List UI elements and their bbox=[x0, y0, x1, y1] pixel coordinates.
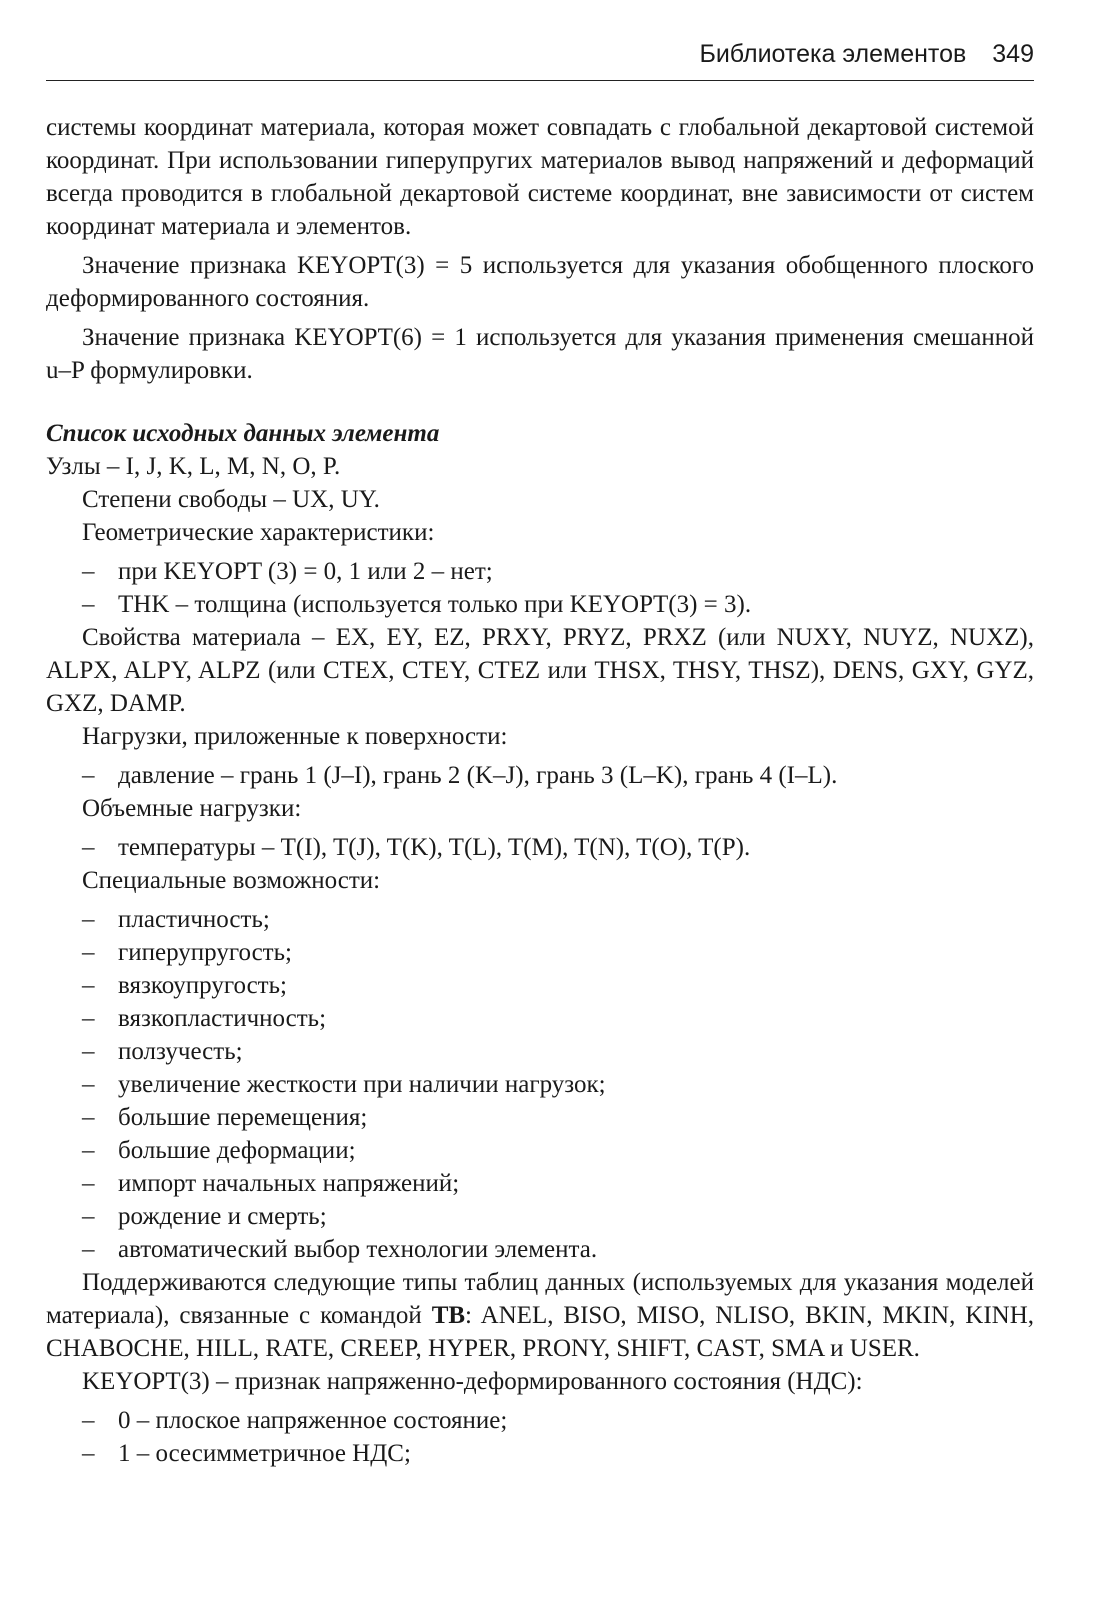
section-title: Список исходных данных элемента bbox=[46, 420, 440, 447]
material-properties: Свойства материала – EX, EY, EZ, PRXY, PRYZ, PRXZ (или NUXY, NUYZ, NUXZ), ALPX, ALPY, ALPZ (или CTEX, CTEY, CTEZ или THSX, THSY, THSZ), DENS, GXY, GYZ, GXZ, DAMP. bbox=[46, 624, 1034, 717]
dash-marker: – bbox=[82, 1071, 95, 1098]
list-item-text: гиперупругость; bbox=[118, 939, 292, 966]
keyopt3-heading: KEYOPT(3) – признак напряженно-деформированного состояния (НДС): bbox=[82, 1368, 863, 1395]
keyopt3-list bbox=[46, 1404, 1034, 1470]
list-item bbox=[46, 969, 1034, 1002]
list-item bbox=[46, 1035, 1034, 1068]
list-item bbox=[46, 1437, 1034, 1470]
paragraph-keyopt3: Значение признака KEYOPT(3) = 5 используется для указания обобщенного плоского деформированного состояния. bbox=[46, 252, 1034, 312]
list-item bbox=[46, 1167, 1034, 1200]
dash-marker: – bbox=[82, 834, 95, 861]
list-item-text: увеличение жесткости при наличии нагрузок; bbox=[118, 1071, 606, 1098]
list-item bbox=[46, 1200, 1034, 1233]
dash-marker: – bbox=[82, 1203, 95, 1230]
dash-marker: – bbox=[82, 1236, 95, 1263]
tb-text-before: Поддерживаются следующие типы таблиц данных (используемых для указания моделей материала), связанные с командой bbox=[46, 1269, 1034, 1329]
tb-paragraph bbox=[46, 1266, 1034, 1365]
book-page bbox=[46, 40, 1034, 1470]
dash-marker: – bbox=[82, 1137, 95, 1164]
body-loads-heading: Объемные нагрузки: bbox=[82, 795, 302, 822]
list-item-text: температуры – T(I), T(J), T(K), T(L), T(M), T(N), T(O), T(P). bbox=[118, 834, 751, 861]
dash-marker: – bbox=[82, 906, 95, 933]
surface-loads-heading: Нагрузки, приложенные к поверхности: bbox=[82, 723, 508, 750]
page-body bbox=[46, 111, 1034, 1470]
page-number: 349 bbox=[992, 40, 1034, 68]
list-item-text: при KEYOPT (3) = 0, 1 или 2 – нет; bbox=[118, 558, 493, 585]
dash-marker: – bbox=[82, 1104, 95, 1131]
list-item-text: давление – грань 1 (J–I), грань 2 (K–J), грань 3 (L–K), грань 4 (I–L). bbox=[118, 762, 838, 789]
dof-line: Степени свободы – UX, UY. bbox=[82, 486, 380, 513]
running-header-title: Библиотека элементов bbox=[699, 40, 967, 68]
list-item-text: THK – толщина (используется только при KEYOPT(3) = 3). bbox=[118, 591, 752, 618]
list-item-text: ползучесть; bbox=[118, 1038, 243, 1065]
list-item-text: рождение и смерть; bbox=[118, 1203, 327, 1230]
list-item-text: импорт начальных напряжений; bbox=[118, 1170, 460, 1197]
dash-marker: – bbox=[82, 1170, 95, 1197]
list-item bbox=[46, 936, 1034, 969]
list-item bbox=[46, 588, 1034, 621]
dash-marker: – bbox=[82, 939, 95, 966]
surface-loads-list bbox=[46, 759, 1034, 792]
list-item-text: 1 – осесимметричное НДС; bbox=[118, 1440, 411, 1467]
nodes-line: Узлы – I, J, K, L, M, N, O, P. bbox=[46, 453, 341, 480]
list-item bbox=[46, 903, 1034, 936]
dash-marker: – bbox=[82, 1407, 95, 1434]
list-item bbox=[46, 1101, 1034, 1134]
list-item-text: вязкопластичность; bbox=[118, 1005, 327, 1032]
special-features-list bbox=[46, 903, 1034, 1266]
list-item-text: большие деформации; bbox=[118, 1137, 356, 1164]
paragraph-keyopt6: Значение признака KEYOPT(6) = 1 используется для указания применения смешанной u–P формулировки. bbox=[46, 324, 1034, 384]
geometry-list bbox=[46, 555, 1034, 621]
list-item bbox=[46, 1134, 1034, 1167]
dash-marker: – bbox=[82, 762, 95, 789]
list-item-text: большие перемещения; bbox=[118, 1104, 368, 1131]
list-item-text: вязкоупругость; bbox=[118, 972, 287, 999]
dash-marker: – bbox=[82, 591, 95, 618]
tb-command: TB bbox=[431, 1302, 466, 1329]
list-item bbox=[46, 759, 1034, 792]
dash-marker: – bbox=[82, 1005, 95, 1032]
dash-marker: – bbox=[82, 972, 95, 999]
special-features-heading: Специальные возможности: bbox=[82, 867, 381, 894]
tb-text-after: : ANEL, BISO, MISO, NLISO, BKIN, MKIN, KINH, CHABOCHE, HILL, RATE, CREEP, HYPER, PRONY, SHIFT, CAST, SMA и USER. bbox=[46, 1302, 1035, 1362]
dash-marker: – bbox=[82, 558, 95, 585]
dash-marker: – bbox=[82, 1440, 95, 1467]
list-item bbox=[46, 555, 1034, 588]
list-item bbox=[46, 1002, 1034, 1035]
geometry-heading: Геометрические характеристики: bbox=[82, 519, 435, 546]
list-item bbox=[46, 1404, 1034, 1437]
list-item bbox=[46, 1068, 1034, 1101]
list-item bbox=[46, 1233, 1034, 1266]
list-item-text: пластичность; bbox=[118, 906, 270, 933]
running-header bbox=[46, 40, 1034, 81]
body-loads-list bbox=[46, 831, 1034, 864]
dash-marker: – bbox=[82, 1038, 95, 1065]
list-item-text: 0 – плоское напряженное состояние; bbox=[118, 1407, 508, 1434]
list-item bbox=[46, 831, 1034, 864]
list-item-text: автоматический выбор технологии элемента. bbox=[118, 1236, 598, 1263]
paragraph-continuation: системы координат материала, которая может совпадать с глобальной декартовой системой координат. При использовании гиперупругих материалов вывод напряжений и деформаций всегда проводится в глобальной декартовой системе координат, вне зависимости от систем координат материала и элементов. bbox=[46, 114, 1034, 240]
